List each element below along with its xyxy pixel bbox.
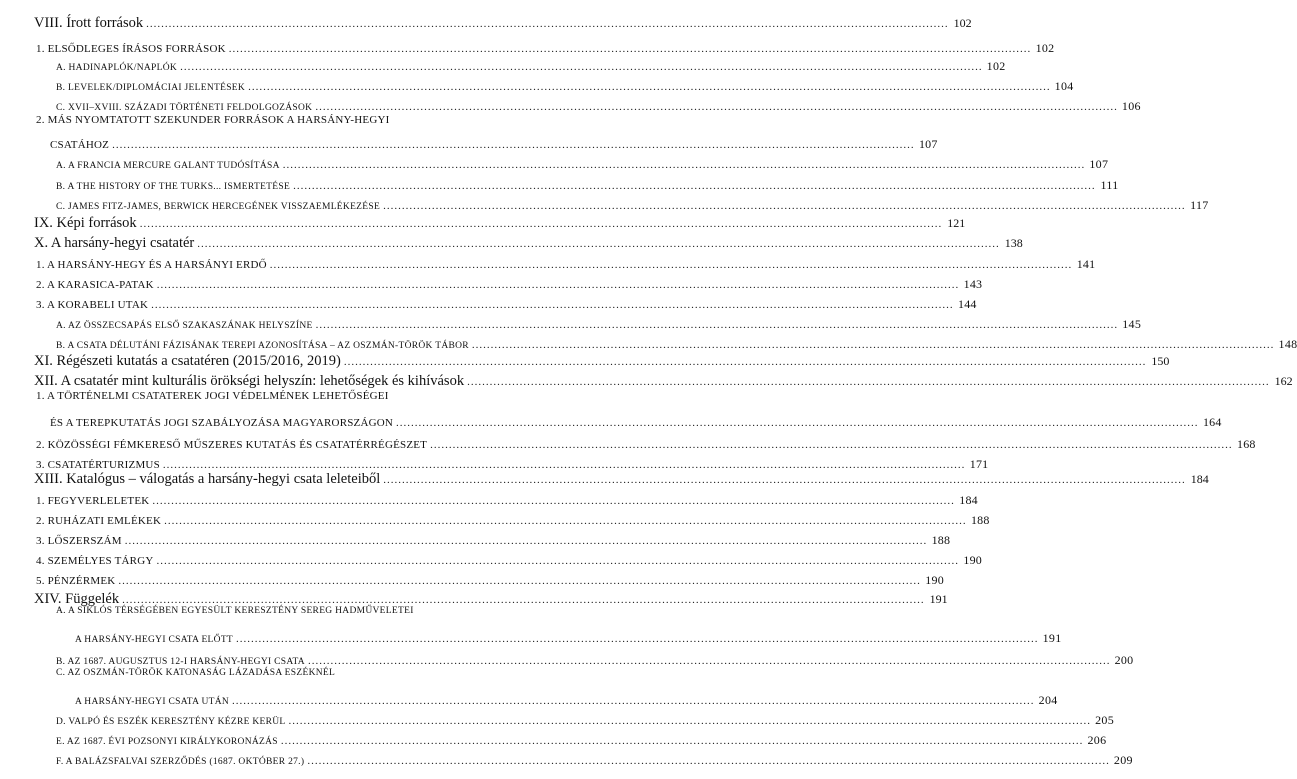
toc-entry-title: C. XVII–XVIII. SZÁZADI TÖRTÉNETI FELDOLGOZÁSOK [56, 103, 313, 113]
page-number: 150 [1151, 354, 1170, 368]
toc-entry-title: A. AZ ÖSSZECSAPÁS ELSŐ SZAKASZÁNAK HELYSZÍNE [56, 321, 313, 331]
dot-leader [146, 18, 949, 30]
toc-entry[interactable] [0, 74, 1074, 94]
toc-entry-title: XIII. Katalógus – válogatás a harsány-hegyi csata leleteiből [34, 471, 381, 487]
toc-entry-title: B. A CSATA DÉLUTÁNI FÁZISÁNAK TEREPI AZONOSÍTÁSA – AZ OSZMÁN-TÖRÖK TÁBOR [56, 341, 469, 351]
toc-entry[interactable] [0, 468, 1209, 488]
toc-entry[interactable] [0, 332, 1297, 352]
toc-entry-title: F. A BALÁZSFALVAI SZERZŐDÉS (1687. OKTÓBER 27.) [56, 757, 305, 767]
toc-entry-title: C. AZ OSZMÁN-TÖRÖK KATONASÁG LÁZADÁSA ESZÉKNÉL [56, 668, 336, 678]
toc-entry[interactable] [0, 312, 1142, 332]
toc-entry[interactable] [0, 212, 966, 232]
toc-entry-title: 2. A KARASICA-PATAK [36, 279, 154, 291]
dot-leader [112, 139, 915, 151]
toc-entry[interactable] [0, 508, 990, 528]
page-number: 206 [1087, 733, 1107, 747]
toc-entry[interactable] [0, 708, 1115, 728]
page-number: 145 [1122, 317, 1142, 331]
toc-entry-title: 1. FEGYVERLELETEK [36, 495, 150, 507]
page-number: 117 [1190, 198, 1209, 212]
toc-entry[interactable] [0, 272, 983, 292]
toc-entry-title: IX. Képi források [34, 215, 137, 231]
dot-leader [248, 81, 1051, 93]
dot-leader [430, 439, 1233, 451]
dot-leader [467, 376, 1270, 388]
dot-leader [315, 101, 1118, 113]
page-number: 204 [1038, 693, 1058, 707]
dot-leader [396, 417, 1199, 429]
toc-entry[interactable] [0, 748, 1133, 768]
dot-leader [270, 259, 1073, 271]
toc-entry[interactable] [0, 12, 972, 32]
page-number: 106 [1121, 99, 1141, 113]
page-number: 102 [1035, 41, 1055, 55]
page-number: 164 [1202, 415, 1222, 429]
dot-leader [472, 339, 1275, 351]
dot-leader [197, 238, 1000, 250]
toc-entry-title-continued: A HARSÁNY-HEGYI CSATA ELŐTT [75, 635, 234, 645]
page-number: 107 [918, 137, 938, 151]
toc-entry-title: D. VALPÓ ÉS ESZÉK KERESZTÉNY KÉZRE KERÜL [56, 717, 286, 727]
page-number: 191 [929, 592, 948, 606]
dot-leader [118, 575, 921, 587]
toc-entry[interactable] [0, 370, 1293, 390]
toc-entry-title: 3. CSATATÉRTURIZMUS [36, 459, 160, 471]
toc-entry[interactable] [0, 114, 938, 152]
toc-entry-title: 1. A TÖRTÉNELMI CSATATEREK JOGI VÉDELMÉNEK LEHETŐSÉGEI [36, 390, 389, 402]
toc-entry[interactable] [0, 292, 977, 312]
page-number: 121 [947, 216, 966, 230]
page-number: 168 [1237, 437, 1256, 451]
toc-entry[interactable] [0, 528, 951, 548]
page-number: 205 [1095, 713, 1115, 727]
page-number: 190 [963, 553, 982, 567]
page-number: 107 [1089, 157, 1109, 171]
page-number: 184 [959, 493, 978, 507]
dot-leader [152, 495, 955, 507]
toc-entry-title: 4. SZEMÉLYES TÁRGY [36, 555, 154, 567]
dot-leader [344, 356, 1147, 368]
page-number: 104 [1054, 79, 1074, 93]
toc-entry-title-continued: ÉS A TEREPKUTATÁS JOGI SZABÁLYOZÁSA MAGYARORSZÁGON [50, 417, 394, 429]
dot-leader [180, 61, 983, 73]
dot-leader [283, 159, 1086, 171]
dot-leader [157, 555, 960, 567]
toc-entry-title-continued: A HARSÁNY-HEGYI CSATA UTÁN [75, 697, 230, 707]
page-number: 141 [1076, 257, 1096, 271]
page-number: 144 [958, 297, 977, 311]
dot-leader [383, 474, 1186, 486]
page-number: 148 [1278, 337, 1297, 351]
page-number: 143 [963, 277, 983, 291]
page-number: 190 [925, 573, 944, 587]
page-number: 111 [1100, 178, 1119, 192]
page-number: 138 [1004, 236, 1023, 250]
page-number: 188 [970, 513, 990, 527]
page-number: 102 [953, 16, 972, 30]
toc-entry-title: 3. A KORABELI UTAK [36, 299, 149, 311]
dot-leader [157, 279, 960, 291]
toc-entry-title: A. A SIKLÓS TÉRSÉGÉBEN EGYESÜLT KERESZTÉNY SEREG HADMŰVELETEI [56, 606, 414, 616]
dot-leader [151, 299, 954, 311]
page-number: 191 [1042, 631, 1062, 645]
toc-entry[interactable] [0, 193, 1209, 213]
dot-leader [281, 735, 1084, 747]
toc-entry[interactable] [0, 232, 1023, 252]
toc-entry-title: B. LEVELEK/DIPLOMÁCIAI JELENTÉSEK [56, 83, 246, 93]
dot-leader [140, 218, 943, 230]
page-number: 171 [969, 457, 989, 471]
page-number: 162 [1274, 374, 1293, 388]
dot-leader [236, 633, 1039, 645]
toc-entry[interactable] [0, 54, 1006, 74]
toc-entry[interactable] [0, 548, 982, 568]
toc-entry[interactable] [0, 488, 978, 508]
toc-entry[interactable] [0, 568, 944, 588]
toc-entry-title: A. A FRANCIA MERCURE GALANT TUDÓSÍTÁSA [56, 161, 280, 171]
toc-entry[interactable] [0, 173, 1119, 193]
toc-entry-title: X. A harsány-hegyi csatatér [34, 235, 195, 251]
toc-entry-title: B. AZ 1687. AUGUSZTUS 12-I HARSÁNY-HEGYI CSATA [56, 657, 305, 667]
dot-leader [122, 594, 925, 606]
toc-entry-title: E. AZ 1687. ÉVI POZSONYI KIRÁLYKORONÁZÁS [56, 737, 278, 747]
dot-leader [125, 535, 928, 547]
toc-entry[interactable] [0, 252, 1096, 272]
page-number: 184 [1190, 472, 1209, 486]
toc-entry-title: XIV. Függelék [34, 591, 120, 607]
toc-entry-title: 1. A HARSÁNY-HEGY ÉS A HARSÁNYI ERDŐ [36, 259, 267, 271]
toc-entry-title: 5. PÉNZÉRMEK [36, 575, 116, 587]
toc-entry[interactable] [0, 152, 1109, 172]
toc-entry-title: C. JAMES FITZ-JAMES, BERWICK HERCEGÉNEK VISSZAEMLÉKEZÉSE [56, 202, 381, 212]
dot-leader [383, 200, 1186, 212]
dot-leader [307, 755, 1110, 767]
toc-entry[interactable] [0, 350, 1170, 370]
dot-leader [289, 715, 1092, 727]
toc-entry-title: B. A THE HISTORY OF THE TURKS... ISMERTETÉSE [56, 182, 291, 192]
dot-leader [164, 515, 967, 527]
page-number: 188 [931, 533, 951, 547]
toc-entry-title: 2. MÁS NYOMTATOTT SZEKUNDER FORRÁSOK A HARSÁNY-HEGYI [36, 114, 390, 126]
toc-entry-title: XII. A csatatér mint kulturális örökségi helyszín: lehetőségek és kihívások [34, 373, 465, 389]
toc-entry-title: A. HADINAPLÓK/NAPLÓK [56, 63, 178, 73]
toc-entry-title: 1. ELSŐDLEGES ÍRÁSOS FORRÁSOK [36, 43, 226, 55]
dot-leader [293, 180, 1096, 192]
dot-leader [316, 319, 1119, 331]
toc-entry-title-continued: CSATÁHOZ [50, 139, 110, 151]
toc-entry-title: 3. LŐSZERSZÁM [36, 535, 122, 547]
toc-entry[interactable] [0, 606, 1062, 646]
toc-entry-title: 2. RUHÁZATI EMLÉKEK [36, 515, 162, 527]
toc-entry[interactable] [0, 668, 1058, 708]
page-number: 209 [1113, 753, 1133, 767]
toc-entry[interactable] [0, 390, 1222, 430]
toc-entry[interactable] [0, 36, 1055, 56]
page-number: 200 [1114, 653, 1134, 667]
toc-entry-title: VIII. Írott források [34, 15, 144, 31]
toc-entry[interactable] [0, 432, 1256, 452]
dot-leader [232, 695, 1035, 707]
toc-entry[interactable] [0, 648, 1134, 668]
toc-entry[interactable] [0, 728, 1107, 748]
toc-entry-title: 2. KÖZÖSSÉGI FÉMKERESŐ MŰSZERES KUTATÁS ÉS CSATATÉRRÉGÉSZET [36, 439, 428, 451]
toc-entry[interactable] [0, 94, 1141, 114]
dot-leader [308, 655, 1111, 667]
page-number: 102 [986, 59, 1006, 73]
toc-entry[interactable] [0, 588, 948, 608]
toc-entry-title: XI. Régészeti kutatás a csatatéren (2015/2016, 2019) [34, 353, 341, 369]
